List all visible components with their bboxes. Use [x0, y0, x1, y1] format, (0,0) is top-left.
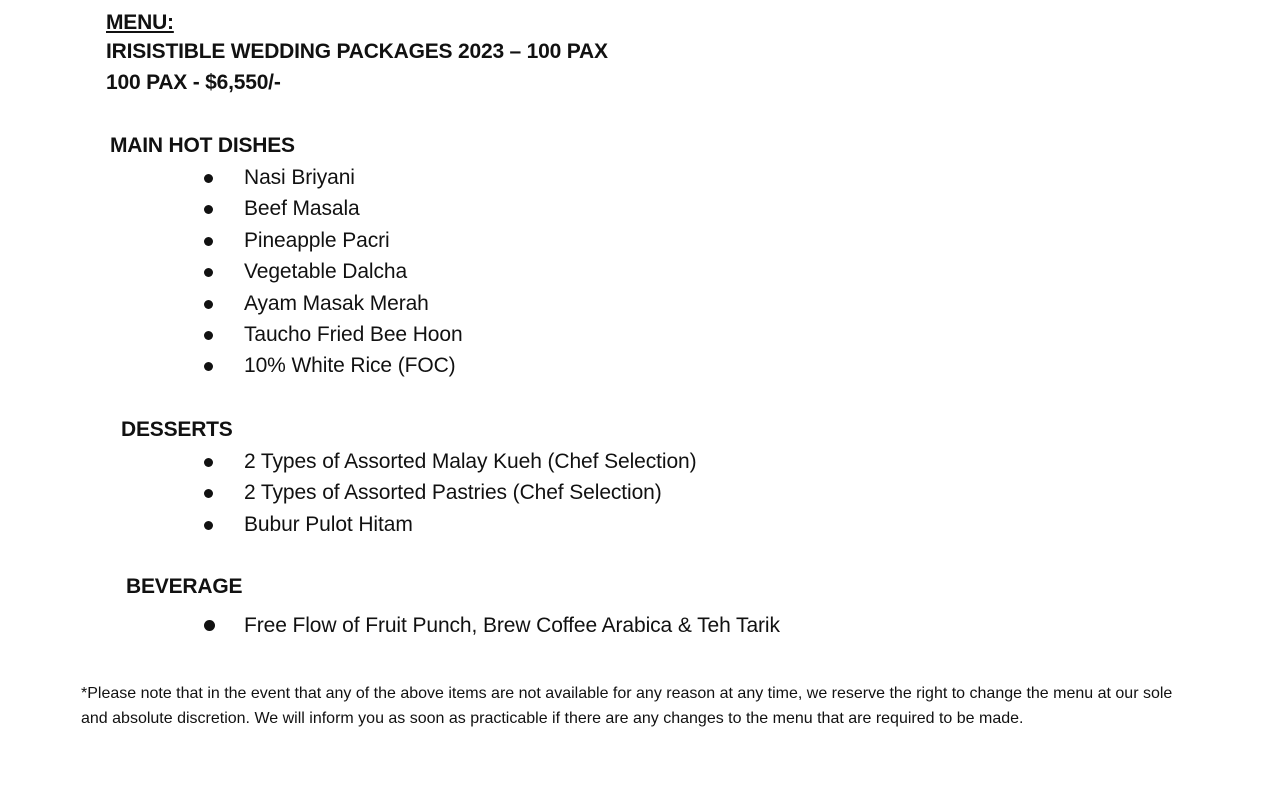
list-item-text: Bubur Pulot Hitam: [244, 512, 413, 536]
list-item-text: Taucho Fried Bee Hoon: [244, 322, 463, 346]
package-price: 100 PAX - $6,550/-: [106, 71, 281, 94]
list-item-text: Free Flow of Fruit Punch, Brew Coffee Arabica & Teh Tarik: [244, 614, 780, 637]
list-item-text: Nasi Briyani: [244, 166, 355, 189]
list-item-text: Ayam Masak Merah: [244, 291, 429, 315]
list-item-text: Pineapple Pacri: [244, 228, 390, 252]
package-title: IRISISTIBLE WEDDING PACKAGES 2023 – 100 PAX: [106, 40, 608, 63]
bullet-icon: [204, 300, 213, 309]
bullet-icon: [204, 620, 215, 631]
bullet-icon: [204, 362, 213, 371]
bullet-icon: [204, 458, 213, 467]
bullet-icon: [204, 331, 213, 340]
section-title-desserts: DESSERTS: [121, 418, 233, 441]
bullet-icon: [204, 205, 213, 214]
bullet-icon: [204, 268, 213, 277]
list-item-text: 2 Types of Assorted Malay Kueh (Chef Selection): [244, 450, 697, 473]
list-item-text: 10% White Rice (FOC): [244, 354, 456, 378]
bullet-icon: [204, 174, 213, 183]
list-item-text: Beef Masala: [244, 197, 360, 221]
disclaimer-note: *Please note that in the event that any of the above items are not available for any reason at any time, we reserve the right to change the menu at our sole and absolute discretion. We will inform you as soon as practicable if there are any changes to the menu that are required to be made.: [81, 685, 1173, 727]
bullet-icon: [204, 489, 213, 498]
section-title-main-hot-dishes: MAIN HOT DISHES: [110, 134, 295, 157]
bullet-icon: [204, 237, 213, 246]
menu-label: MENU:: [106, 11, 174, 34]
bullet-icon: [204, 521, 213, 530]
list-item-text: Vegetable Dalcha: [244, 260, 408, 284]
section-title-beverage: BEVERAGE: [126, 575, 243, 598]
list-item-text: 2 Types of Assorted Pastries (Chef Selection): [244, 481, 662, 505]
